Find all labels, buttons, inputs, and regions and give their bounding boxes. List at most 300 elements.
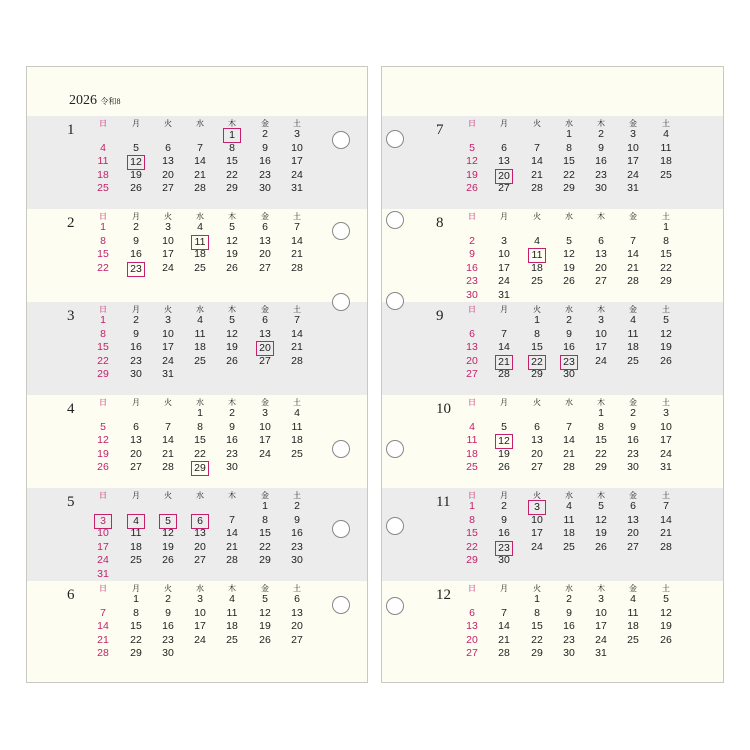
- calendar-date: 18: [130, 540, 142, 553]
- calendar-date: 16: [130, 341, 142, 353]
- calendar-date: 10: [498, 248, 510, 260]
- calendar-date: 31: [595, 647, 607, 659]
- calendar-date: 12: [162, 527, 174, 539]
- calendar-date: 1: [534, 314, 540, 326]
- holiday-date: 11: [528, 248, 546, 263]
- calendar-date: 20: [595, 261, 607, 274]
- holiday-date: 29: [191, 461, 209, 476]
- year-title: [69, 93, 121, 109]
- calendar-date: 18: [627, 341, 639, 353]
- holiday-date: 23: [495, 541, 513, 556]
- calendar-date: 7: [534, 141, 540, 154]
- calendar-date: 5: [663, 593, 669, 605]
- calendar-date: 1: [663, 221, 669, 233]
- binder-hole: [386, 211, 404, 229]
- calendar-date: 4: [663, 128, 669, 140]
- weekday-label: 木: [228, 584, 236, 593]
- weekday-label: 月: [500, 584, 508, 593]
- calendar-date: 30: [226, 461, 238, 473]
- weekday-label: 金: [629, 491, 637, 500]
- weekday-label: 土: [293, 491, 301, 500]
- weekday-label: 日: [468, 212, 476, 221]
- calendar-date: 27: [627, 540, 639, 553]
- calendar-date: 9: [598, 141, 604, 154]
- calendar-date: 8: [534, 606, 540, 619]
- calendar-date: 29: [97, 368, 109, 380]
- calendar-date: 18: [194, 248, 206, 260]
- calendar-date: 30: [595, 182, 607, 194]
- calendar-date: 17: [259, 434, 271, 446]
- weekday-label: 火: [533, 584, 541, 593]
- holiday-date: 23: [127, 262, 145, 277]
- calendar-date: 14: [97, 620, 109, 632]
- calendar-date: 3: [598, 593, 604, 605]
- calendar-date: 13: [498, 155, 510, 167]
- calendar-date: 25: [466, 461, 478, 473]
- month-number: 5: [67, 494, 75, 510]
- calendar-date: 17: [531, 527, 543, 539]
- calendar-date: 5: [663, 314, 669, 326]
- month-number: 4: [67, 401, 75, 417]
- weekday-label: 月: [500, 212, 508, 221]
- calendar-date: 16: [498, 527, 510, 539]
- calendar-date: 5: [469, 141, 475, 154]
- calendar-date: 26: [595, 540, 607, 553]
- calendar-date: 16: [291, 527, 303, 539]
- calendar-date: 19: [660, 341, 672, 353]
- calendar-date: 3: [165, 314, 171, 326]
- binder-hole: [332, 293, 350, 311]
- calendar-date: 2: [630, 407, 636, 419]
- calendar-date: 20: [162, 168, 174, 181]
- binder-hole: [332, 131, 350, 149]
- calendar-date: 14: [291, 234, 303, 247]
- calendar-date: 17: [97, 540, 109, 553]
- weekday-label: 土: [293, 398, 301, 407]
- calendar-date: 28: [531, 182, 543, 194]
- weekday-label: 金: [261, 491, 269, 500]
- calendar-date: 23: [563, 633, 575, 646]
- weekday-label: 水: [565, 305, 573, 314]
- holiday-date: 22: [528, 355, 546, 370]
- calendar-date: 25: [627, 354, 639, 367]
- calendar-date: 24: [595, 633, 607, 646]
- calendar-date: 2: [566, 593, 572, 605]
- calendar-date: 3: [165, 221, 171, 233]
- calendar-date: 24: [162, 261, 174, 274]
- calendar-date: 7: [663, 500, 669, 512]
- calendar-date: 9: [229, 420, 235, 433]
- calendar-date: 9: [501, 513, 507, 526]
- calendar-date: 13: [531, 434, 543, 446]
- calendar-date: 18: [627, 620, 639, 632]
- weekday-label: 火: [533, 491, 541, 500]
- calendar-date: 18: [466, 447, 478, 460]
- calendar-date: 8: [534, 327, 540, 340]
- calendar-date: 10: [660, 420, 672, 433]
- calendar-date: 5: [100, 420, 106, 433]
- calendar-date: 1: [469, 500, 475, 512]
- calendar-date: 7: [229, 513, 235, 526]
- calendar-date: 24: [162, 354, 174, 367]
- calendar-date: 18: [194, 341, 206, 353]
- weekday-label: 月: [500, 305, 508, 314]
- calendar-date: 26: [466, 182, 478, 194]
- calendar-date: 26: [97, 461, 109, 473]
- calendar-date: 7: [100, 606, 106, 619]
- calendar-date: 24: [660, 447, 672, 460]
- calendar-date: 7: [165, 420, 171, 433]
- calendar-date: 1: [598, 407, 604, 419]
- calendar-date: 21: [291, 248, 303, 260]
- calendar-date: 19: [226, 341, 238, 353]
- calendar-date: 28: [162, 461, 174, 473]
- weekday-label: 月: [132, 491, 140, 500]
- calendar-date: 14: [162, 434, 174, 446]
- calendar-date: 26: [226, 354, 238, 367]
- calendar-date: 11: [660, 141, 672, 154]
- weekday-label: 火: [533, 398, 541, 407]
- calendar-date: 1: [534, 593, 540, 605]
- calendar-date: 5: [229, 314, 235, 326]
- month-number: 10: [436, 401, 451, 417]
- weekday-label: 日: [99, 584, 107, 593]
- calendar-date: 14: [627, 248, 639, 260]
- calendar-date: 3: [197, 593, 203, 605]
- calendar-date: 27: [466, 647, 478, 659]
- holiday-date: 23: [560, 355, 578, 370]
- calendar-date: 14: [194, 155, 206, 167]
- weekday-label: 水: [196, 398, 204, 407]
- calendar-date: 15: [194, 434, 206, 446]
- calendar-date: 6: [630, 500, 636, 512]
- calendar-date: 20: [627, 527, 639, 539]
- calendar-date: 25: [531, 275, 543, 287]
- calendar-date: 26: [660, 633, 672, 646]
- calendar-date: 16: [563, 341, 575, 353]
- weekday-label: 木: [228, 398, 236, 407]
- calendar-date: 12: [226, 234, 238, 247]
- calendar-date: 13: [627, 513, 639, 526]
- calendar-date: 9: [262, 141, 268, 154]
- weekday-label: 日: [468, 584, 476, 593]
- calendar-date: 28: [291, 261, 303, 274]
- calendar-date: 1: [197, 407, 203, 419]
- calendar-date: 8: [469, 513, 475, 526]
- calendar-date: 21: [97, 633, 109, 646]
- binder-hole: [386, 517, 404, 535]
- weekday-label: 日: [99, 305, 107, 314]
- calendar-date: 25: [563, 540, 575, 553]
- calendar-date: 22: [97, 261, 109, 274]
- calendar-date: 7: [294, 221, 300, 233]
- calendar-date: 27: [595, 275, 607, 287]
- calendar-date: 9: [133, 234, 139, 247]
- calendar-date: 13: [259, 234, 271, 247]
- weekday-label: 火: [164, 584, 172, 593]
- calendar-date: 11: [466, 434, 478, 446]
- calendar-date: 8: [229, 141, 235, 154]
- calendar-date: 11: [97, 155, 109, 167]
- weekday-label: 日: [468, 305, 476, 314]
- calendar-date: 4: [630, 314, 636, 326]
- calendar-date: 4: [229, 593, 235, 605]
- calendar-date: 14: [291, 327, 303, 340]
- weekday-label: 月: [132, 212, 140, 221]
- calendar-date: 3: [598, 314, 604, 326]
- weekday-label: 水: [565, 212, 573, 221]
- calendar-date: 12: [466, 155, 478, 167]
- calendar-date: 29: [563, 182, 575, 194]
- calendar-date: 29: [226, 182, 238, 194]
- calendar-date: 1: [100, 221, 106, 233]
- calendar-date: 5: [598, 500, 604, 512]
- calendar-date: 19: [97, 447, 109, 460]
- calendar-date: 27: [162, 182, 174, 194]
- calendar-date: 23: [259, 168, 271, 181]
- calendar-date: 6: [469, 606, 475, 619]
- calendar-date: 21: [194, 168, 206, 181]
- calendar-date: 7: [501, 327, 507, 340]
- weekday-label: 日: [99, 212, 107, 221]
- holiday-date: 6: [191, 514, 209, 529]
- weekday-label: 水: [565, 491, 573, 500]
- weekday-label: 水: [196, 305, 204, 314]
- calendar-date: 28: [627, 275, 639, 287]
- calendar-date: 14: [563, 434, 575, 446]
- calendar-date: 21: [162, 447, 174, 460]
- holiday-date: 1: [223, 128, 241, 143]
- weekday-label: 金: [261, 119, 269, 128]
- calendar-date: 3: [262, 407, 268, 419]
- calendar-date: 31: [97, 567, 109, 580]
- calendar-date: 4: [197, 221, 203, 233]
- calendar-date: 16: [466, 261, 478, 274]
- calendar-date: 9: [165, 606, 171, 619]
- calendar-date: 13: [291, 606, 303, 619]
- holiday-date: 5: [159, 514, 177, 529]
- binder-hole: [386, 130, 404, 148]
- calendar-date: 6: [598, 234, 604, 247]
- calendar-date: 20: [531, 447, 543, 460]
- holiday-date: 20: [495, 169, 513, 184]
- calendar-date: 31: [291, 182, 303, 194]
- calendar-date: 25: [660, 168, 672, 181]
- weekday-label: 水: [565, 398, 573, 407]
- calendar-date: 19: [259, 620, 271, 632]
- weekday-label: 金: [261, 305, 269, 314]
- month-number: 1: [67, 122, 75, 138]
- calendar-date: 18: [226, 620, 238, 632]
- weekday-label: 木: [597, 119, 605, 128]
- calendar-date: 7: [501, 606, 507, 619]
- calendar-date: 28: [498, 368, 510, 380]
- calendar-date: 4: [294, 407, 300, 419]
- holiday-date: 11: [191, 235, 209, 250]
- calendar-date: 24: [627, 168, 639, 181]
- binder-hole: [332, 440, 350, 458]
- holiday-date: 20: [256, 341, 274, 356]
- holiday-date: 12: [127, 155, 145, 170]
- calendar-date: 25: [291, 447, 303, 460]
- calendar-date: 8: [133, 606, 139, 619]
- calendar-date: 13: [595, 248, 607, 260]
- calendar-date: 16: [162, 620, 174, 632]
- weekday-label: 土: [662, 491, 670, 500]
- calendar-date: 6: [262, 221, 268, 233]
- calendar-date: 23: [595, 168, 607, 181]
- calendar-date: 10: [291, 141, 303, 154]
- weekday-label: 土: [293, 119, 301, 128]
- calendar-date: 27: [466, 368, 478, 380]
- calendar-date: 15: [531, 620, 543, 632]
- weekday-label: 火: [533, 212, 541, 221]
- calendar-date: 25: [97, 182, 109, 194]
- calendar-date: 11: [194, 327, 206, 340]
- calendar-date: 17: [162, 341, 174, 353]
- calendar-date: 11: [627, 327, 639, 340]
- calendar-date: 7: [630, 234, 636, 247]
- weekday-label: 土: [293, 584, 301, 593]
- month-number: 7: [436, 122, 444, 138]
- calendar-date: 30: [563, 368, 575, 380]
- weekday-label: 月: [132, 398, 140, 407]
- calendar-date: 9: [566, 327, 572, 340]
- calendar-date: 26: [162, 554, 174, 566]
- calendar-date: 22: [130, 633, 142, 646]
- calendar-date: 14: [498, 620, 510, 632]
- calendar-date: 6: [133, 420, 139, 433]
- holiday-date: 12: [495, 434, 513, 449]
- calendar-date: 30: [162, 647, 174, 659]
- calendar-date: 15: [226, 155, 238, 167]
- calendar-date: 14: [498, 341, 510, 353]
- calendar-date: 15: [259, 527, 271, 539]
- calendar-date: 24: [531, 540, 543, 553]
- calendar-date: 29: [466, 554, 478, 566]
- weekday-label: 木: [228, 491, 236, 500]
- calendar-date: 9: [630, 420, 636, 433]
- weekday-label: 木: [597, 398, 605, 407]
- calendar-date: 5: [501, 420, 507, 433]
- page-right: [381, 66, 724, 683]
- calendar-date: 13: [466, 620, 478, 632]
- calendar-date: 2: [133, 221, 139, 233]
- weekday-label: 月: [132, 584, 140, 593]
- calendar-date: 21: [531, 168, 543, 181]
- calendar-date: 22: [194, 447, 206, 460]
- calendar-date: 19: [162, 540, 174, 553]
- weekday-label: 水: [565, 119, 573, 128]
- binder-hole: [332, 596, 350, 614]
- calendar-date: 31: [627, 182, 639, 194]
- calendar-date: 25: [194, 354, 206, 367]
- calendar-date: 26: [498, 461, 510, 473]
- calendar-date: 28: [291, 354, 303, 367]
- calendar-date: 22: [466, 540, 478, 553]
- calendar-date: 28: [563, 461, 575, 473]
- calendar-date: 8: [100, 327, 106, 340]
- calendar-date: 11: [130, 527, 142, 539]
- calendar-date: 26: [130, 182, 142, 194]
- calendar-date: 17: [595, 620, 607, 632]
- weekday-label: 火: [533, 305, 541, 314]
- calendar-date: 27: [194, 554, 206, 566]
- calendar-date: 4: [630, 593, 636, 605]
- calendar-date: 2: [469, 234, 475, 247]
- weekday-label: 木: [597, 491, 605, 500]
- binder-hole: [332, 520, 350, 538]
- month-number: 2: [67, 215, 75, 231]
- calendar-date: 12: [595, 513, 607, 526]
- calendar-date: 18: [97, 168, 109, 181]
- calendar-date: 13: [194, 527, 206, 539]
- calendar-date: 1: [100, 314, 106, 326]
- calendar-date: 25: [627, 633, 639, 646]
- weekday-label: 土: [662, 305, 670, 314]
- calendar-date: 6: [534, 420, 540, 433]
- calendar-date: 13: [130, 434, 142, 446]
- calendar-date: 27: [130, 461, 142, 473]
- calendar-date: 25: [226, 633, 238, 646]
- weekday-label: 金: [629, 398, 637, 407]
- calendar-date: 15: [531, 341, 543, 353]
- calendar-date: 14: [531, 155, 543, 167]
- calendar-date: 12: [660, 606, 672, 619]
- calendar-date: 18: [291, 434, 303, 446]
- calendar-date: 8: [663, 234, 669, 247]
- calendar-date: 5: [262, 593, 268, 605]
- calendar-date: 15: [595, 434, 607, 446]
- calendar-date: 26: [660, 354, 672, 367]
- calendar-date: 8: [100, 234, 106, 247]
- calendar-date: 12: [97, 434, 109, 446]
- calendar-date: 9: [294, 513, 300, 526]
- calendar-date: 6: [501, 141, 507, 154]
- month-number: 6: [67, 587, 75, 603]
- calendar-date: 29: [259, 554, 271, 566]
- calendar-date: 27: [291, 633, 303, 646]
- binder-hole: [386, 292, 404, 310]
- calendar-date: 16: [226, 434, 238, 446]
- weekday-label: 木: [228, 119, 236, 128]
- weekday-label: 金: [629, 305, 637, 314]
- calendar-date: 29: [660, 275, 672, 287]
- calendar-date: 11: [627, 606, 639, 619]
- weekday-label: 土: [662, 584, 670, 593]
- binder-hole: [332, 222, 350, 240]
- calendar-date: 24: [595, 354, 607, 367]
- calendar-date: 2: [133, 314, 139, 326]
- calendar-date: 1: [566, 128, 572, 140]
- calendar-date: 31: [498, 288, 510, 301]
- era-label: 令和8: [100, 97, 121, 106]
- weekday-label: 火: [164, 305, 172, 314]
- holiday-date: 21: [495, 355, 513, 370]
- calendar-date: 28: [660, 540, 672, 553]
- weekday-label: 土: [662, 398, 670, 407]
- calendar-date: 8: [262, 513, 268, 526]
- calendar-date: 11: [563, 513, 575, 526]
- weekday-label: 金: [629, 584, 637, 593]
- calendar-date: 10: [531, 513, 543, 526]
- calendar-date: 15: [660, 248, 672, 260]
- calendar-date: 22: [259, 540, 271, 553]
- calendar-date: 31: [162, 368, 174, 380]
- calendar-date: 20: [259, 248, 271, 260]
- calendar-date: 23: [130, 354, 142, 367]
- calendar-date: 19: [130, 168, 142, 181]
